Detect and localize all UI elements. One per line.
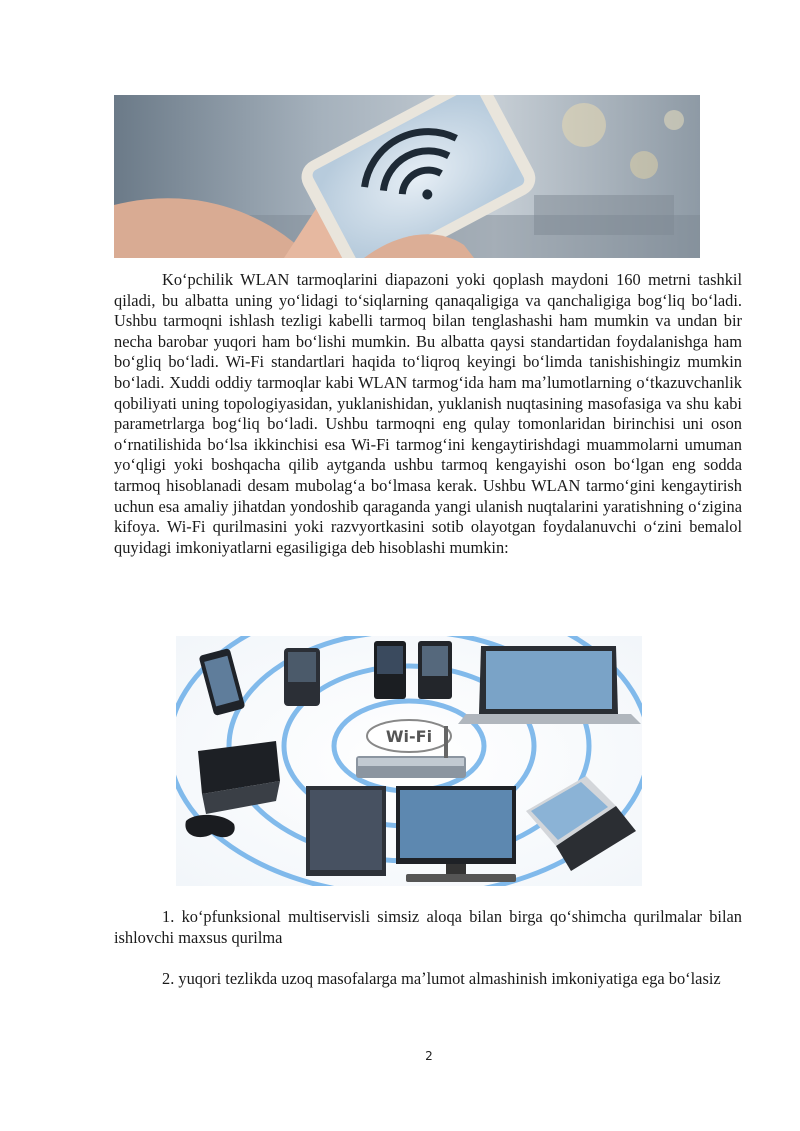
list-item-2: 2. yuqori tezlikda uzoq masofalarga maʼlumot almashinish imkoniyatiga ega boʻlasiz xyxy=(162,969,721,988)
hand-phone-wifi-image xyxy=(114,95,700,258)
body-paragraph: Koʻpchilik WLAN tarmoqlarini diapazoni yoki qoplash maydoni 160 metrni tashkil qiladi, bu albatta uning yoʻlidagi toʻsiqlarning qanaqaligiga va qanchaligiga bogʻliq boʻladi. Ushbu tarmoqni ishlash tezligi kabelli tarmoq bilan tenglashashi ham mumkin va undan bir necha barobar yuqori ham boʻlishi mumkin. Bu albatta qaysi standartidan foydalanishga ham boʻgliq boʻladi. Wi-Fi standartlari haqida toʻliqroq keyingi boʻlimda tanishishingiz mumkin boʻladi. Xuddi oddiy tarmoqlar kabi WLAN tarmogʻida ham maʼlumotlarning oʻtkazuvchanlik qobiliyati uning topologiyasidan, yuklanishidan, yuklanish nuqtasining masofasiga va shu kabi parametrlarga bogʻliq boʻladi. Ushbu tarmoqni eng qulay tomonlaridan birinchisi uni oson oʻrnatilishida boʻlsa ikkinchisi esa Wi-Fi tarmogʻini kengaytirishdagi muammolarni umuman yoʻqligi yoki boshqacha qilib aytganda ushbu tarmoq kengayishi oson boʻlgan eng sodda tarmoq hisoblanadi desam mubolagʻa boʻlmasa kerak. Ushbu WLAN tarmoʻgini kengaytirish uchun esa amaliy jihatdan yondoshib qaraganda yangi ulanish nuqtalarini yaratishning oʻzigina kifoya. Wi-Fi qurilmasini yoki razvyortkasini sotib olayotgan foydalanuvchi oʻzini bemalol quyidagi imkoniyatlarni egasiligiga deb hisoblashi mumkin: xyxy=(114,270,742,557)
wifi-devices-image xyxy=(176,636,642,886)
page-number: 2 xyxy=(425,1049,433,1063)
wifi-logo: Wi-Fi xyxy=(385,727,433,746)
list-item-1: 1. koʻpfunksional multiservisli simsiz aloqa bilan birga qoʻshimcha qurilmalar bilan ishlovchi maxsus qurilma xyxy=(114,907,742,947)
